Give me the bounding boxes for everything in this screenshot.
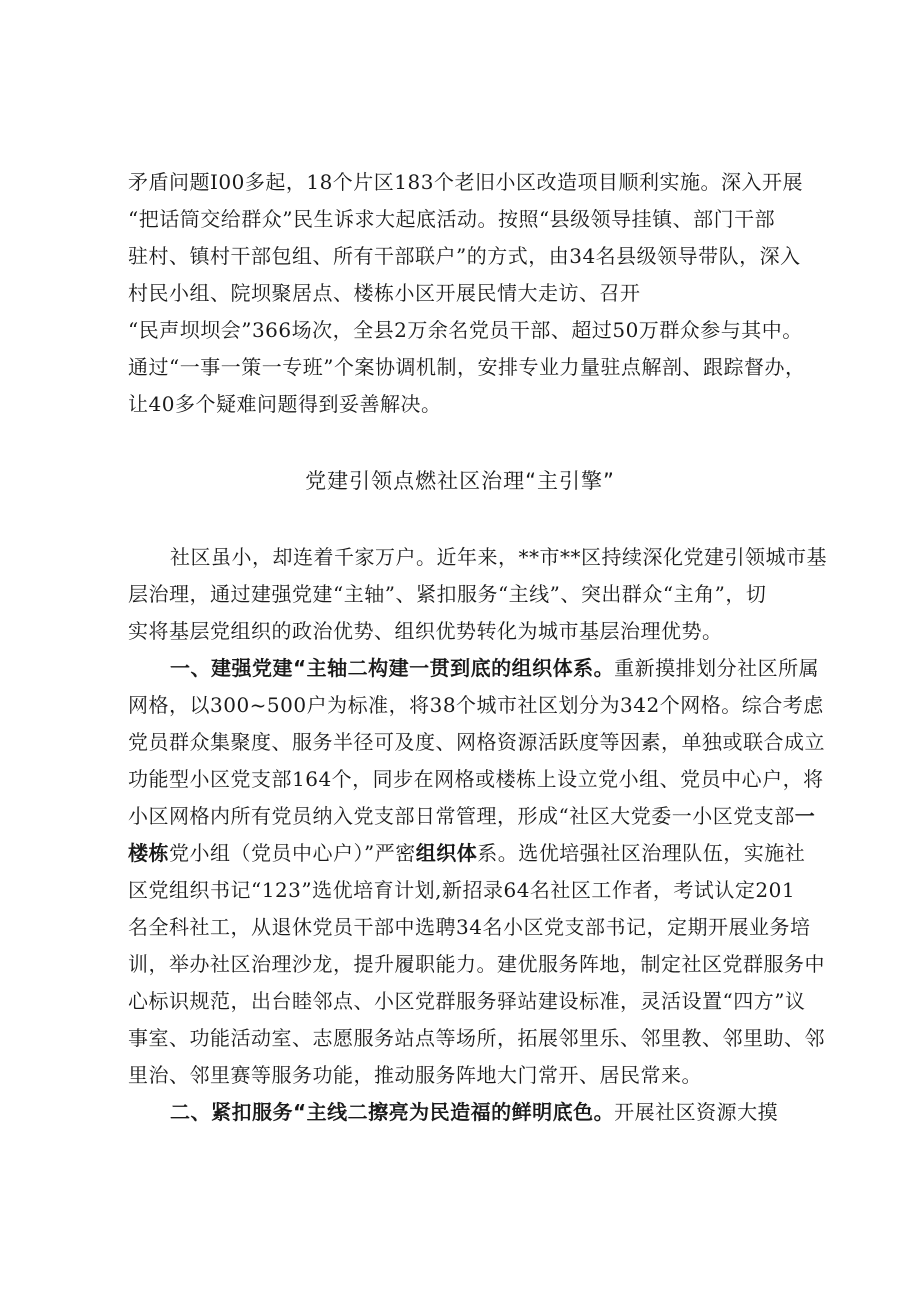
intro-line-5: “民声坝坝会”366场次，全县2万余名党员干部、超过50万群众参与其中。 <box>128 318 803 342</box>
part1-line-4: 功能型小区党支部164个，同步在网格或楼栋上设立党小组、党员中心户，将 <box>128 767 824 791</box>
part1-line6-rest: 系。选优培强社区治理队伍，实施社 <box>477 841 806 865</box>
part1-line1-rest: 重新摸排划分社区所属 <box>614 656 820 680</box>
intro-line-2: “把话筒交给群众”民生诉求大起底活动。按照“县级领导挂镇、部门干部 <box>128 207 776 231</box>
intro-line-7: 让40多个疑难问题得到妥善解决。 <box>128 392 442 416</box>
lead-line-3: 实将基层党组织的政治优势、组织优势转化为城市基层治理优势。 <box>128 619 723 643</box>
part1-line-8: 名全科社工，从退休党员干部中选聘34名小区党支部书记，定期开展业务培 <box>128 915 811 939</box>
part1-line-7: 区党组织书记“123”选优培育计划,新招录64名社区工作者，考试认定201 <box>128 878 796 902</box>
part1-line5-text: 小区网格内所有党员纳入党支部日常管理，形成“社区大党委一小区党支部 <box>128 804 795 828</box>
part2-heading: 二、紧扣服务“主线二擦亮为民造福的鲜明底色。 <box>170 1100 615 1124</box>
part1-line5-dash: 一 <box>794 804 816 828</box>
part1-line6-bold-b: 组织体 <box>415 841 478 865</box>
lead-line-1: 社区虽小，却连着千家万户。近年来，**市**区持续深化党建引领城市基 <box>170 545 827 569</box>
part1-line6-mid: 党小组（党员中心户）”严密 <box>169 841 416 865</box>
part1-line-6 <box>128 838 805 868</box>
part1-line-3: 党员群众集聚度、服务半径可及度、网格资源活跃度等因素，单独或联合成立 <box>128 730 825 754</box>
intro-line-1: 矛盾问题I00多起，18个片区183个老旧小区改造项目顺利实施。深入开展 <box>128 170 803 194</box>
intro-line-6: 通过“一事一策一专班”个案协调机制，安排专业力量驻点解剖、跟踪督办， <box>128 355 806 379</box>
part1-first-line <box>170 653 819 683</box>
part1-line-11: 事室、功能活动室、志愿服务站点等场所，拓展邻里乐、邻里教、邻里助、邻 <box>128 1026 825 1050</box>
section-title: 党建引领点燃社区治理“主引擎” <box>305 469 615 493</box>
lead-line-2: 层治理，通过建强党建“主轴”、紧扣服务“主线”、突出群众“主角”，切 <box>128 582 767 606</box>
part1-line-2: 网格，以300~500户为标准，将38个城市社区划分为342个网格。综合考虑 <box>128 693 824 717</box>
part1-line-5 <box>128 801 815 831</box>
part1-line-9: 训，举办社区治理沙龙，提升履职能力。建优服务阵地，制定社区党群服务中 <box>128 952 825 976</box>
intro-line-4: 村民小组、院坝聚居点、楼栋小区开展民情大走访、召开 <box>128 281 641 305</box>
intro-line-3: 驻村、镇村干部包组、所有干部联户”的方式，由34名县级领导带队，深入 <box>128 244 801 268</box>
part1-line-10: 心标识规范，出台睦邻点、小区党群服务驿站建设标准，灵活设置“四方”议 <box>128 989 806 1013</box>
part2-rest: 开展社区资源大摸 <box>614 1100 779 1124</box>
part1-line-12: 里治、邻里赛等服务功能，推动服务阵地大门常开、居民常来。 <box>128 1063 702 1087</box>
part2-first-line <box>170 1097 778 1127</box>
part1-heading: 一、建强党建“主轴二构建一贯到底的组织体系。 <box>170 656 615 680</box>
part1-line6-bold-a: 楼栋 <box>128 841 169 865</box>
